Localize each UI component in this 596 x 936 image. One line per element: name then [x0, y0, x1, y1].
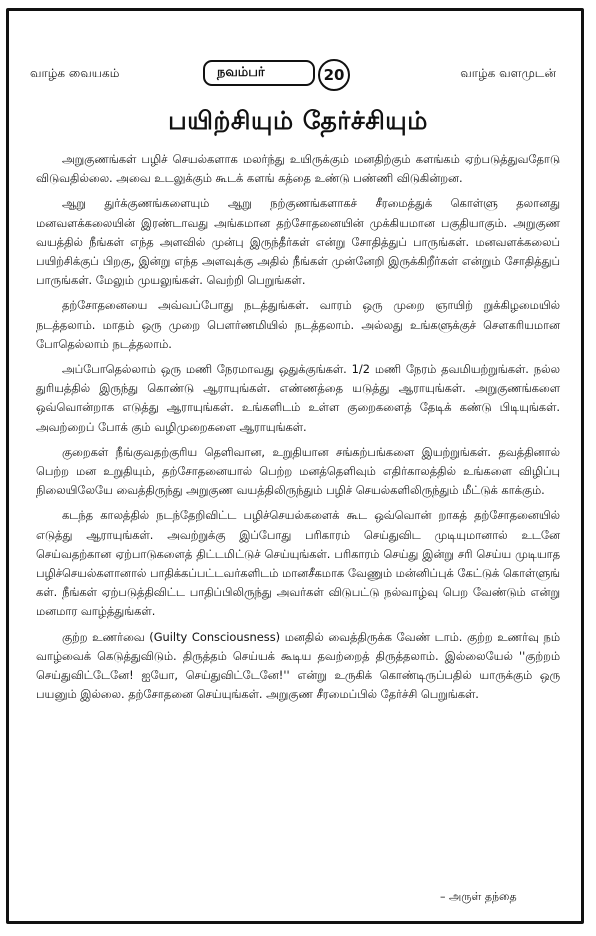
paragraph-3: தற்சோதனையை அவ்வப்போது நடத்துங்கள். வாரம் ஒரு முறை ஞாயிற் றுக்கிழமையில் நடத்தலாம். மாதம் ஒரு முறை பௌர்ணமியில் நடத்தலாம். அல்லது உங்களுக்குச் சௌகரியமான போதெல்லாம் நடத்தலாம். — [36, 298, 560, 351]
paragraph-4: அப்போதெல்லாம் ஒரு மணி நேரமாவது ஒதுக்குங்கள். 1/2 மணி நேரம் தவமியற்றுங்கள். நல்ல துரியத்தில் இருந்து கொண்டு ஆராயுங்கள். எண்ணத்தை யடுத்து ஆராயுங்கள். அறுகுணங்களை ஒவ்வொன்றாக எடுத்து ஆராயுங்கள். உங்களிடம் உள்ள குறைகளைத் தேடிக் கண்டு பிடியுங்கள். அவற்றைப் போக் கும் வழிமுறைகளை ஆராயுங்கள். — [36, 362, 560, 434]
right-motto: வாழ்க வளமுடன் — [460, 66, 556, 80]
paragraph-7: குற்ற உணர்வை (Guilty Consciousness) மனதில் வைத்திருக்க வேண் டாம். குற்ற உணர்வு நம் வாழ்வைக் கெடுத்துவிடும். திருத்தம் செய்யக் கூடிய தவற்றைத் திருத்தலாம். இல்லையேல் ''குற்றம் செய்துவிட்டேனே! ஐயோ, செய்துவிட்டேனே!'' என்று உருகிக் கொண்டிருப்பதில் யாருக்கும் ஒரு பயனும் இல்லை. தற்சோதனை செய்யுங்கள். அறுகுண சீரமைப்பில் தேர்ச்சி பெறுங்கள். — [36, 629, 560, 702]
paragraph-6: கடந்த காலத்தில் நடந்தேறிவிட்ட பழிச்செயல்களைக் கூட ஒவ்வொன் றாகத் தற்சோதனையில் எடுத்து ஆராயுங்கள். அவற்றுக்கு இப்போது பரிகாரம் செய்துவிட முடியுமானால் உடனே செய்வதற்கான ஏற்பாடுகளைத் திட்டமிட்டுச் செய்யுங்கள். பரிகாரம் செய்து இன்று சரி செய்ய முடியாத பழிச்செயல்களானால் பாதிக்கப்பட்டவர்களிடம் மானசீகமாக வேணும் மன்னிப்புக் கேட்டுக் கொள்ளுங் கள். நீங்கள் ஏற்படுத்திவிட்ட பாதிப்பிலிருந்து அவர்கள் விடுபட்டு நல்வாழ்வு பெற வேண்டும் என்று மனமார வாழ்த்துங்கள். — [36, 508, 560, 619]
page-title: பயிற்சியும் தேர்ச்சியும் — [168, 106, 428, 135]
paragraph-1: அறுகுணங்கள் பழிச் செயல்களாக மலர்ந்து உயிருக்கும் மனதிற்கும் களங்கம் ஏற்படுத்துவதோடு விடுவதில்லை. அவை உடலுக்கும் கூடக் களங் கத்தை உண்டு பண்ணி விடுகின்றன. — [36, 152, 560, 186]
body-text — [36, 150, 560, 710]
signature: – அருள் தந்தை — [440, 890, 517, 903]
left-motto: வாழ்க வையகம் — [30, 66, 120, 80]
page-header — [0, 58, 596, 92]
month-label-box — [203, 60, 315, 86]
day-badge — [318, 59, 350, 91]
day-number: 20 — [323, 66, 345, 84]
paragraph-5: குறைகள் நீங்குவதற்குரிய தெளிவான, உறுதியான சங்கற்பங்களை இயற்றுங்கள். தவத்தினால் பெற்ற மன உறுதியும், தற்சோதனையால் பெற்ற மனத்தெளிவும் எதிர்காலத்தில் உங்களை விழிப்பு நிலையிலேயே வைத்திருந்து அறுகுண வயத்திலிருந்தும் பழிச் செயல்களிலிருந்தும் மீட்டுக் காக்கும். — [36, 444, 560, 498]
month-label: நவம்பர் — [217, 65, 265, 80]
paragraph-2: ஆறு துர்க்குணங்களையும் ஆறு நற்குணங்களாகச் சீரமைத்துக் கொள்ளு தலானது மனவளக்கலையின் இரண்டாவது அங்கமான தற்சோதனையின் முக்கியமான பகுதியாகும். அறுகுண வயத்தில் நீங்கள் எந்த அளவில் முன்பு இருந்தீர்கள் என்று சோதித்துப் பாருங்கள். மனவளக்கலைப் பயிற்சிக்குப் பிறகு, இன்று எந்த அளவுக்கு அதில் நீங்கள் முன்னேறி இருக்கிறீர்கள் என்றும் சோதித்துப் பாருங்கள். மேலும் முயலுங்கள். வெற்றி பெறுங்கள். — [36, 196, 560, 288]
